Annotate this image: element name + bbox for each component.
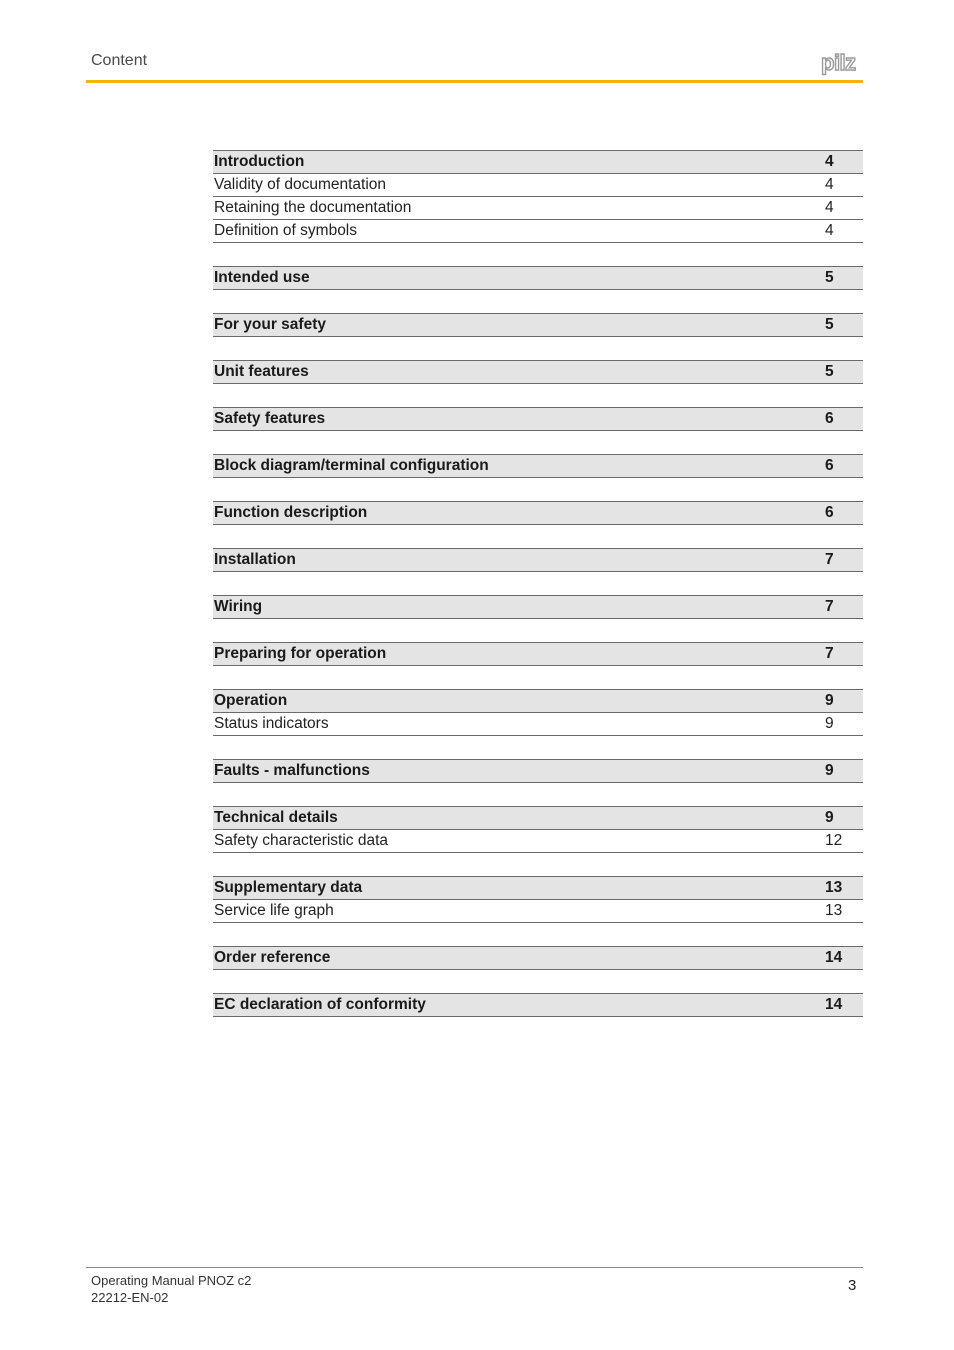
toc-chapter-row[interactable] [213,642,863,666]
toc-chapter-title: Technical details [214,809,338,826]
header-rule [86,80,863,83]
toc-chapter-page: 5 [825,269,834,286]
toc-subsection-row[interactable] [213,174,863,197]
toc-section [213,993,863,1017]
toc-chapter-page: 7 [825,645,834,662]
toc-chapter-row[interactable] [213,595,863,619]
toc-subsection-title: Validity of documentation [214,176,387,193]
toc-chapter-page: 6 [825,410,834,427]
toc-chapter-row[interactable] [213,548,863,572]
toc-section [213,642,863,666]
toc-subsection-title: Safety characteristic data [214,832,389,849]
toc-chapter-row[interactable] [213,407,863,431]
toc-chapter-row[interactable] [213,266,863,290]
toc-chapter-page: 6 [825,504,834,521]
toc-chapter-page: 9 [825,809,834,826]
toc-chapter-title: For your safety [214,316,326,333]
toc-chapter-title: Block diagram/terminal configuration [214,457,489,474]
toc-chapter-page: 14 [825,949,843,966]
toc-chapter-page: 6 [825,457,834,474]
toc-chapter-row[interactable] [213,946,863,970]
toc-section [213,759,863,783]
toc-chapter-title: Order reference [214,949,331,966]
toc-chapter-row[interactable] [213,360,863,384]
toc-subsection-page: 13 [825,902,843,919]
footer-manual-title: Operating Manual PNOZ c2 [91,1273,252,1288]
toc-chapter-page: 9 [825,762,834,779]
toc-chapter-row[interactable] [213,759,863,783]
toc-chapter-page: 4 [825,153,834,170]
toc-section [213,689,863,736]
toc-subsection-row[interactable] [213,220,863,243]
toc-section [213,150,863,243]
footer-rule [86,1267,863,1268]
toc-chapter-row[interactable] [213,806,863,830]
toc-chapter-title: Installation [214,551,296,568]
table-of-contents [213,150,863,1040]
toc-section [213,266,863,290]
toc-chapter-page: 9 [825,692,834,709]
toc-chapter-title: EC declaration of conformity [214,996,426,1013]
toc-chapter-title: Supplementary data [214,879,363,896]
toc-subsection-title: Status indicators [214,715,329,732]
toc-section [213,595,863,619]
toc-section [213,313,863,337]
toc-subsection-page: 4 [825,222,834,239]
toc-chapter-title: Operation [214,692,288,709]
footer-doc-number: 22212-EN-02 [91,1290,169,1305]
toc-subsection-page: 4 [825,199,834,216]
toc-section [213,548,863,572]
toc-chapter-title: Function description [214,504,368,521]
toc-section [213,454,863,478]
toc-subsection-page: 9 [825,715,834,732]
pilz-logo [821,50,865,78]
toc-subsection-row[interactable] [213,900,863,923]
toc-chapter-row[interactable] [213,313,863,337]
toc-chapter-page: 7 [825,598,834,615]
toc-chapter-row[interactable] [213,876,863,900]
toc-chapter-title: Introduction [214,153,305,170]
toc-chapter-page: 5 [825,363,834,380]
toc-subsection-title: Definition of symbols [214,222,358,239]
toc-chapter-page: 13 [825,879,843,896]
toc-section [213,360,863,384]
toc-chapter-title: Unit features [214,363,309,380]
toc-section [213,501,863,525]
header-title: Content [91,52,148,69]
toc-chapter-row[interactable] [213,993,863,1017]
toc-subsection-row[interactable] [213,830,863,853]
toc-section [213,407,863,431]
toc-chapter-title: Preparing for operation [214,645,387,662]
toc-chapter-row[interactable] [213,454,863,478]
logo-text: pilz [821,50,856,75]
toc-chapter-title: Wiring [214,598,263,615]
toc-subsection-row[interactable] [213,197,863,220]
toc-subsection-row[interactable] [213,713,863,736]
toc-subsection-page: 4 [825,176,834,193]
toc-section [213,876,863,923]
toc-subsection-title: Retaining the documentation [214,199,412,216]
toc-chapter-title: Intended use [214,269,310,286]
toc-chapter-row[interactable] [213,150,863,174]
toc-subsection-title: Service life graph [214,902,334,919]
toc-section [213,946,863,970]
toc-section [213,806,863,853]
toc-chapter-row[interactable] [213,689,863,713]
toc-chapter-page: 7 [825,551,834,568]
toc-chapter-title: Safety features [214,410,326,427]
toc-chapter-page: 14 [825,996,843,1013]
toc-subsection-page: 12 [825,832,843,849]
page-number: 3 [848,1277,857,1294]
toc-chapter-page: 5 [825,316,834,333]
toc-chapter-row[interactable] [213,501,863,525]
toc-chapter-title: Faults - malfunctions [214,762,370,779]
